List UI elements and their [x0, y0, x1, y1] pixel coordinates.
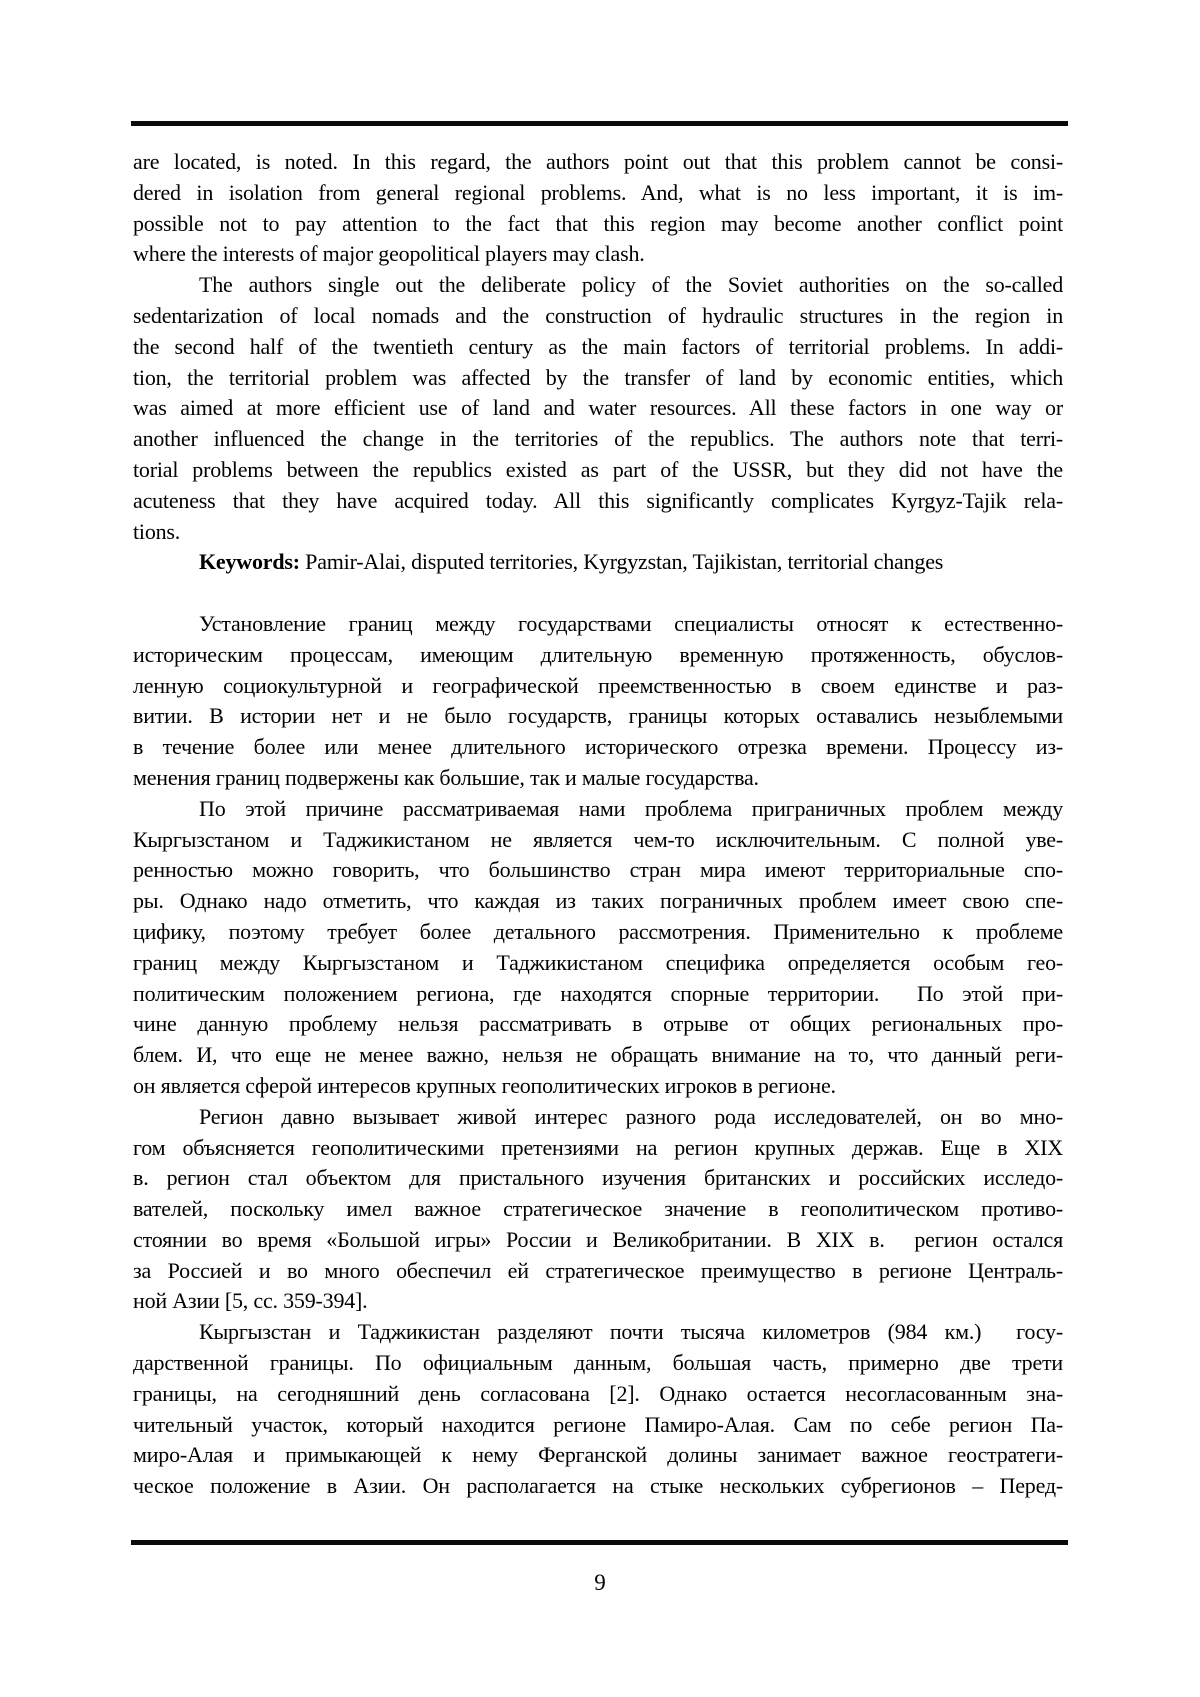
text-line: another influenced the change in the territories of the republics. The authors note that terri-: [133, 426, 1063, 452]
text-line: possible not to pay attention to the fact that this region may become another conflict point: [133, 210, 1063, 236]
text-line: tions.: [133, 518, 181, 544]
text-line: Keywords: Pamir-Alai, disputed territories, Kyrgyzstan, Tajikistan, territorial changes: [199, 549, 944, 575]
text-line: was aimed at more efficient use of land and water resources. All these factors in one way or: [133, 395, 1063, 421]
text-line: чине данную проблему нельзя рассматривать в отрыве от общих региональных про-: [133, 1011, 1063, 1037]
header-rule: [131, 121, 1068, 126]
text-line: ленную социокультурной и географической преемственностью в своем единстве и раз-: [133, 672, 1063, 698]
body-paragraph-1: [133, 609, 1063, 794]
text-line: дарственной границы. По официальным данным, большая часть, примерно две трети: [133, 1350, 1063, 1376]
text-line: The authors single out the deliberate policy of the Soviet authorities on the so-called: [199, 272, 1063, 298]
text-line: цифику, поэтому требует более детального рассмотрения. Применительно к проблеме: [133, 918, 1063, 944]
abstract-continuation-paragraph: [133, 147, 1063, 270]
abstract-paragraph: [133, 270, 1063, 547]
text-line: блем. И, что еще не менее важно, нельзя не обращать внимание на то, что данный реги-: [133, 1042, 1063, 1068]
text-line: the second half of the twentieth century as the main factors of territorial problems. In addi-: [133, 333, 1063, 359]
keywords-paragraph: [133, 547, 1063, 578]
text-line: torial problems between the republics existed as part of the USSR, but they did not have the: [133, 456, 1063, 482]
text-line: ренностью можно говорить, что большинство стран мира имеют территориальные спо-: [133, 857, 1063, 883]
text-line: Установление границ между государствами специалисты относят к естественно-: [199, 610, 1063, 636]
text-line: dered in isolation from general regional problems. And, what is no less important, it is im-: [133, 179, 1063, 205]
text-line: ры. Однако надо отметить, что каждая из таких пограничных проблем имеет свою спе-: [133, 888, 1063, 914]
text-line: в течение более или менее длительного исторического отрезка времени. Процессу из-: [133, 734, 1063, 760]
text-line: are located, is noted. In this regard, the authors point out that this problem cannot be consi-: [133, 149, 1063, 174]
keywords-label: Keywords:: [199, 549, 306, 575]
footer-rule: [131, 1540, 1068, 1545]
text-line: в. регион стал объектом для пристального изучения британских и российских исследо-: [133, 1165, 1063, 1191]
text-body: [133, 147, 1063, 1502]
text-line: ной Азии [5, сс. 359-394].: [133, 1288, 368, 1314]
text-line: вателей, поскольку имел важное стратегическое значение в геополитическом противо-: [133, 1196, 1063, 1222]
text-line: гом объясняется геополитическими претензиями на регион крупных держав. Еще в XIX: [133, 1134, 1063, 1160]
text-line: границы, на сегодняшний день согласована [2]. Однако остается несогласованным зна-: [133, 1380, 1063, 1406]
text-line: миро-Алая и примыкающей к нему Ферганской долины занимает важное геостратеги-: [133, 1442, 1063, 1468]
text-line: ческое положение в Азии. Он располагается на стыке нескольких субрегионов – Перед-: [133, 1473, 1063, 1499]
text-line: where the interests of major geopolitical players may clash.: [133, 241, 645, 267]
text-line: за Россией и во много обеспечил ей стратегическое преимущество в регионе Централь-: [133, 1257, 1063, 1283]
text-line: sedentarization of local nomads and the construction of hydraulic structures in the region in: [133, 302, 1063, 328]
text-line: По этой причине рассматриваемая нами проблема приграничных проблем между: [199, 795, 1063, 821]
text-line: витии. В истории нет и не было государств, границы которых оставались незыблемыми: [133, 703, 1063, 729]
text-line: границ между Кыргызстаном и Таджикистаном специфика определяется особым гео-: [133, 949, 1063, 975]
text-line: он является сферой интересов крупных геополитических игроков в регионе.: [133, 1072, 836, 1098]
text-line: стоянии во время «Большой игры» России и Великобритании. В XIX в. регион остался: [133, 1226, 1063, 1252]
text-line: Кыргызстаном и Таджикистаном не является чем-то исключительным. С полной уве-: [133, 826, 1063, 852]
text-line: чительный участок, который находится регионе Памиро-Алая. Сам по себе регион Па-: [133, 1411, 1063, 1437]
text-line: Регион давно вызывает живой интерес разного рода исследователей, он во мно-: [199, 1103, 1063, 1129]
text-line: политическим положением региона, где находятся спорные территории. По этой при-: [133, 980, 1063, 1006]
text-line: историческим процессам, имеющим длительную временную протяженность, обуслов-: [133, 641, 1063, 667]
page-number: 9: [594, 1570, 606, 1595]
text-line: Кыргызстан и Таджикистан разделяют почти тысяча километров (984 км.) госу-: [199, 1319, 1063, 1345]
text-line: tion, the territorial problem was affected by the transfer of land by economic entities, which: [133, 364, 1063, 390]
text-line: acuteness that they have acquired today. All this significantly complicates Kyrgyz-Tajik rela-: [133, 487, 1063, 513]
body-paragraph-4: [133, 1317, 1063, 1502]
body-paragraph-3: [133, 1102, 1063, 1318]
text-line: менения границ подвержены как большие, так и малые государства.: [133, 764, 759, 790]
body-paragraph-2: [133, 794, 1063, 1102]
